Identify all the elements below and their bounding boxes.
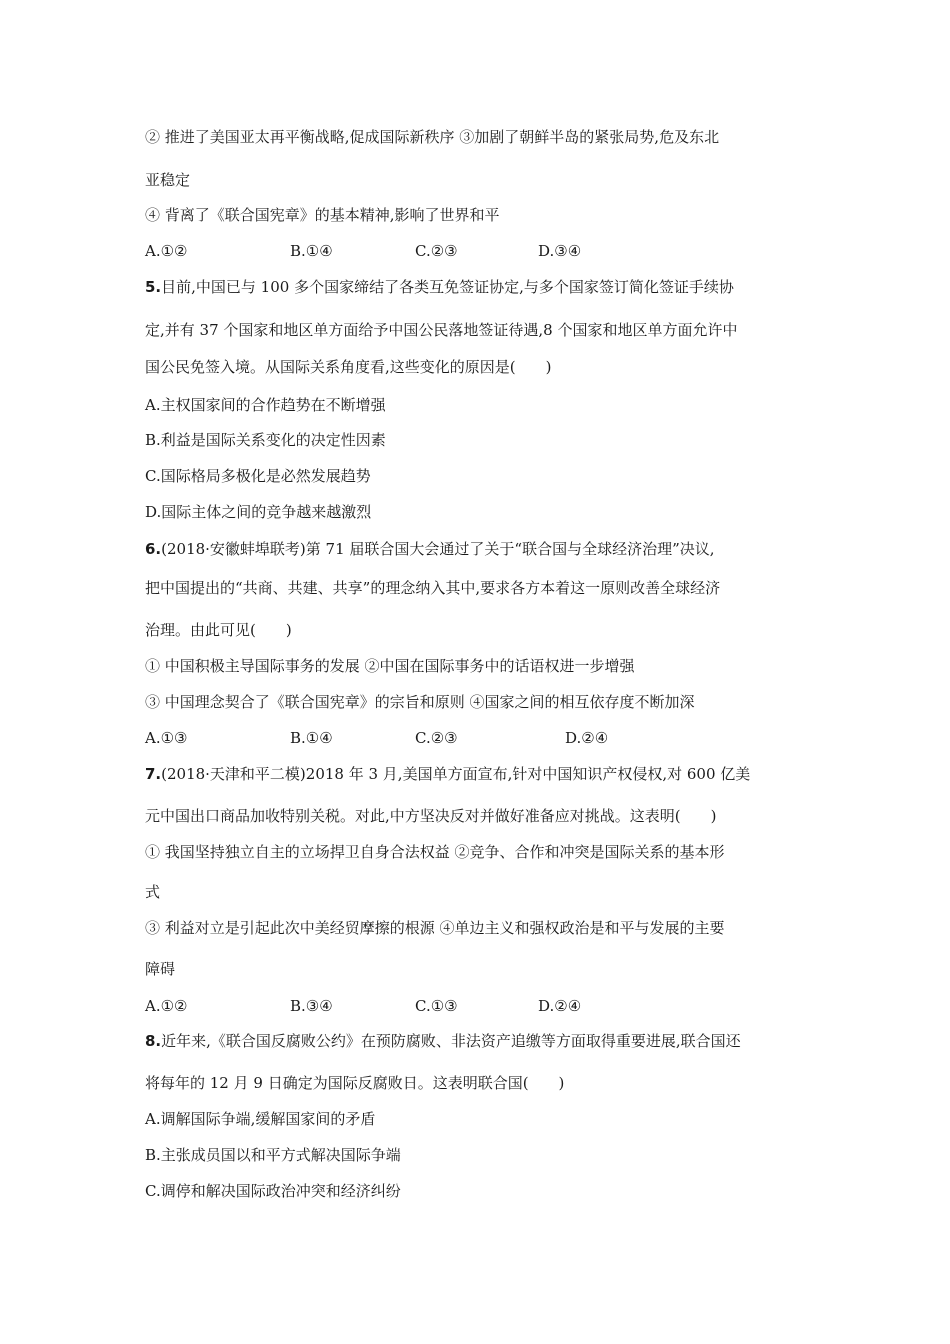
q6-stem-line-2: 把中国提出的“共商、共建、共享”的理念纳入其中,要求各方本着这一原则改善全球经济 [145, 579, 721, 597]
q5-option-c: C.国际格局多极化是必然发展趋势 [145, 467, 371, 485]
choice-d: D.③④ [538, 242, 582, 260]
q7-statements-1-2: ① 我国坚持独立自主的立场捍卫自身合法权益 ②竞争、合作和冲突是国际关系的基本形 [145, 843, 725, 861]
choice-c: C.②③ [415, 729, 458, 747]
choice-b: B.①④ [290, 242, 333, 260]
choice-d: D.②④ [565, 729, 609, 747]
choice-d: D.②④ [538, 997, 582, 1015]
prev-question-choices [145, 241, 815, 261]
q8-stem-line-2: 将每年的 12 月 9 日确定为国际反腐败日。这表明联合国( ) [145, 1074, 565, 1092]
q7-number: 7. [145, 765, 162, 783]
choice-a: A.①③ [145, 729, 188, 747]
q7-stem-line-1: 7.(2018·天津和平二模)2018 年 3 月,美国单方面宣布,针对中国知识产权侵权,对 600 亿美 [145, 765, 751, 783]
prev-question-statements-2-3-continued: 亚稳定 [145, 171, 191, 189]
q6-stem-line-1: 6.(2018·安徽蚌埠联考)第 71 届联合国大会通过了关于“联合国与全球经济治理”决议, [145, 540, 715, 558]
q5-option-a: A.主权国家间的合作趋势在不断增强 [145, 396, 386, 414]
q5-stem-line-1: 5.目前,中国已与 100 多个国家缔结了各类互免签证协定,与多个国家签订简化签证手续协 [145, 278, 734, 296]
q8-option-b: B.主张成员国以和平方式解决国际争端 [145, 1146, 401, 1164]
prev-question-statements-2-3: ② 推进了美国亚太再平衡战略,促成国际新秩序 ③加剧了朝鲜半岛的紧张局势,危及东北 [145, 128, 720, 146]
choice-c: C.①③ [415, 997, 458, 1015]
q8-option-c: C.调停和解决国际政治冲突和经济纠纷 [145, 1182, 401, 1200]
q8-option-a: A.调解国际争端,缓解国家间的矛盾 [145, 1110, 376, 1128]
q7-stem-line-2: 元中国出口商品加收特别关税。对此,中方坚决反对并做好准备应对挑战。这表明( ) [145, 807, 717, 825]
choice-a: A.①② [145, 242, 188, 260]
q8-number: 8. [145, 1032, 162, 1050]
q6-statements-3-4: ③ 中国理念契合了《联合国宪章》的宗旨和原则 ④国家之间的相互依存度不断加深 [145, 693, 695, 711]
q7-statements-3-4: ③ 利益对立是引起此次中美经贸摩擦的根源 ④单边主义和强权政治是和平与发展的主要 [145, 919, 725, 937]
q7-choices [145, 996, 815, 1016]
choice-c: C.②③ [415, 242, 458, 260]
prev-question-statement-4: ④ 背离了《联合国宪章》的基本精神,影响了世界和平 [145, 206, 500, 224]
choice-b: B.③④ [290, 997, 333, 1015]
q5-option-d: D.国际主体之间的竞争越来越激烈 [145, 503, 372, 521]
q6-number: 6. [145, 540, 162, 558]
choice-a: A.①② [145, 997, 188, 1015]
q5-stem-line-3: 国公民免签入境。从国际关系角度看,这些变化的原因是( ) [145, 358, 552, 376]
q7-statements-1-2-continued: 式 [145, 883, 161, 901]
q6-stem-line-3: 治理。由此可见( ) [145, 621, 292, 639]
q5-number: 5. [145, 278, 162, 296]
q7-statements-3-4-continued: 障碍 [145, 960, 176, 978]
q6-choices [145, 728, 815, 748]
q8-stem-line-1: 8.近年来,《联合国反腐败公约》在预防腐败、非法资产追缴等方面取得重要进展,联合国还 [145, 1032, 741, 1050]
q5-option-b: B.利益是国际关系变化的决定性因素 [145, 431, 386, 449]
q6-statements-1-2: ① 中国积极主导国际事务的发展 ②中国在国际事务中的话语权进一步增强 [145, 657, 635, 675]
q5-stem-line-2: 定,并有 37 个国家和地区单方面给予中国公民落地签证待遇,8 个国家和地区单方面允许中 [145, 321, 738, 339]
choice-b: B.①④ [290, 729, 333, 747]
